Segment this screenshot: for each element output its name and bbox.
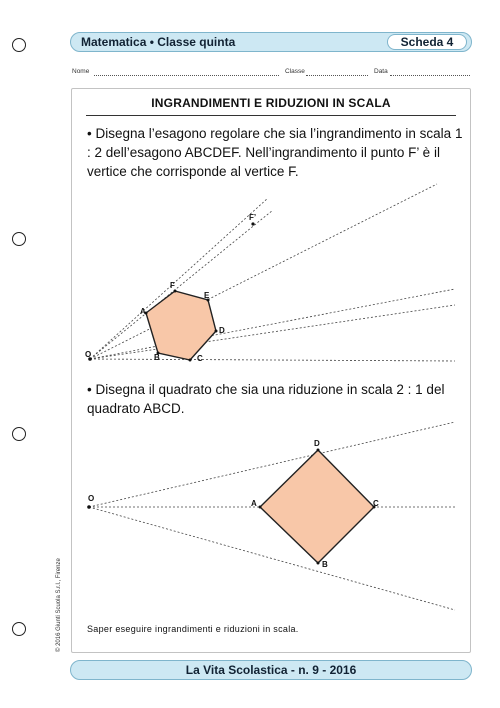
label-a: A [251,499,257,508]
label-b: B [154,353,160,362]
label-e: E [204,291,210,300]
point-c [189,359,192,362]
point-d [215,330,218,333]
label-o: O [88,494,95,503]
label-f: F [170,281,175,290]
point-d [317,449,320,452]
name-label: Nome [72,68,90,75]
label-d: D [314,439,320,448]
footer-bar: La Vita Scolastica - n. 9 - 2016 [70,660,472,680]
worksheet-title: INGRANDIMENTI E RIDUZIONI IN SCALA [151,96,391,110]
point-o [87,505,91,509]
date-label: Data [374,68,388,75]
square-abcd [260,450,374,563]
label-d: D [219,326,225,335]
ray-b [89,507,455,610]
exercise-2-text: • Disegna il quadrato che sia una riduzione in scala 2 : 1 del quadrato ABCD. [87,382,445,416]
ray-c [90,359,455,361]
exercise-1-text: • Disegna l’esagono regolare che sia l’ingrandimento in scala 1 : 2 dell’esagono ABCDEF. Nell’ingrandimento il punto F’ è il vertice che corrisponde al vertice F. [87,126,463,179]
label-f-prime: F’ [249,213,257,222]
label-c: C [373,499,379,508]
point-b [317,562,320,565]
hexagon-abcdef [146,291,216,360]
label-c: C [197,354,203,363]
label-b: B [322,560,328,569]
sheet-number: Scheda 4 [387,34,467,50]
class-label: Classe [285,68,305,75]
learning-objective: Saper eseguire ingrandimenti e riduzioni in scala. [87,624,299,634]
hexagon-rays [90,184,455,361]
ray-e [90,184,437,359]
header-subject: Matematica • Classe quinta [81,35,236,49]
label-a: A [140,307,146,316]
copyright-note: © 2016 Giunti Scuola S.r.l., Firenze [56,558,62,652]
label-o: O [85,350,92,359]
point-a [259,506,262,509]
ray-d [90,289,455,359]
point-f-prime [251,222,254,225]
